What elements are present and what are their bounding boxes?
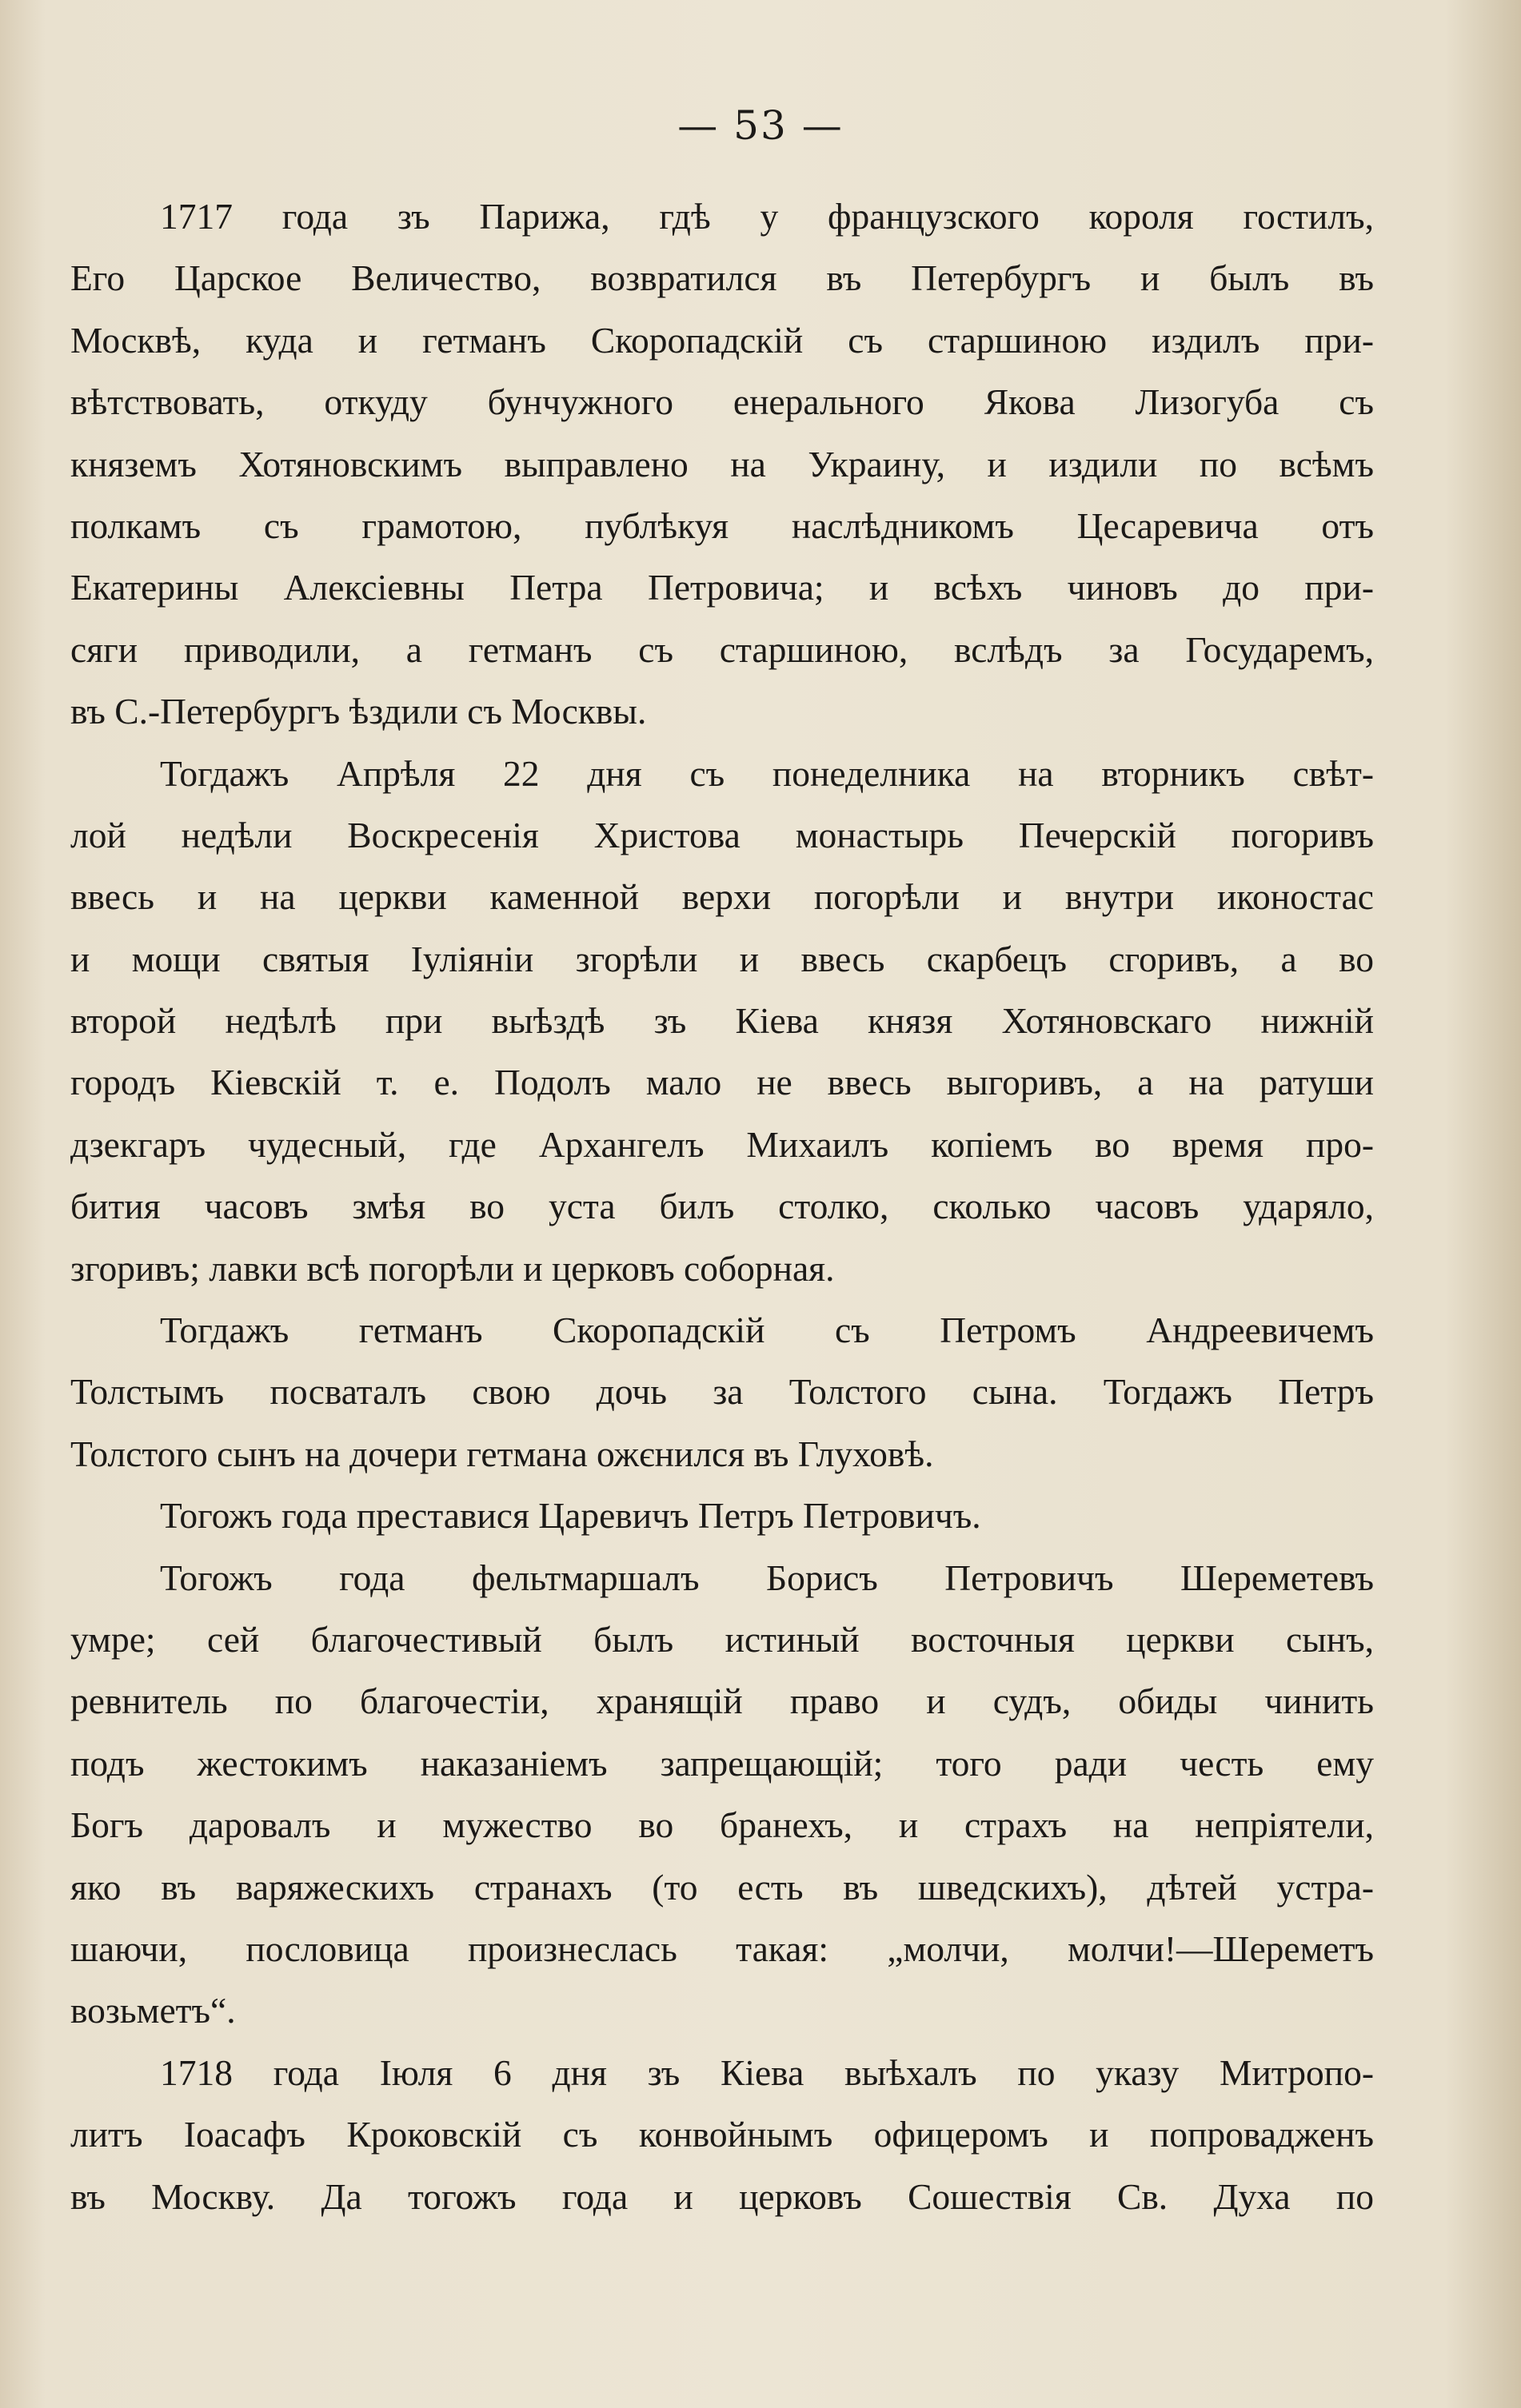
text-line: Москвѣ, куда и гетманъ Скоропадскій съ старшиною издилъ при- bbox=[70, 319, 1374, 361]
text-line: Тогдажъ Апрѣля 22 дня съ понеделника на вторникъ свѣт- bbox=[160, 752, 1374, 794]
text-line: сяги приводили, а гетманъ съ старшиною, вслѣдъ за Государемъ, bbox=[70, 628, 1374, 670]
text-line: 1718 года Іюля 6 дня зъ Кіева выѣхалъ по указу Митропо- bbox=[160, 2051, 1374, 2093]
text-line: яко въ варяжескихъ странахъ (то есть въ шведскихъ), дѣтей устра- bbox=[70, 1866, 1374, 1908]
text-line: бития часовъ змѣя во уста билъ столко, сколько часовъ ударяло, bbox=[70, 1186, 1374, 1227]
text-line: 1717 года зъ Парижа, гдѣ у французского короля гостилъ, bbox=[160, 196, 1374, 237]
paragraph bbox=[70, 743, 1374, 1300]
text-line: второй недѣлѣ при выѣздѣ зъ Кіева князя Хотяновскаго нижній bbox=[70, 1000, 1374, 1042]
text-line: умре; сей благочестивый былъ истиный восточныя церкви сынъ, bbox=[70, 1618, 1374, 1660]
text-line: лой недѣли Воскресенія Христова монастырь Печерскій погоривъ bbox=[70, 814, 1374, 855]
page-body-text bbox=[70, 185, 1374, 2227]
paragraph bbox=[70, 1299, 1374, 1485]
text-line: дзекгаръ чудесный, где Архангелъ Михаилъ копіемъ во время про- bbox=[70, 1123, 1374, 1165]
text-line: и мощи святыя Іуліяніи згорѣли и ввесь скарбецъ сгоривъ, а во bbox=[70, 938, 1374, 979]
paragraph bbox=[70, 185, 1374, 743]
page-number: — 53 — bbox=[677, 102, 844, 149]
text-line: Толстого сынъ на дочери гетмана ожєнился въ Глуховѣ. bbox=[70, 1433, 934, 1474]
paragraph bbox=[70, 1485, 1374, 1546]
text-line: княземъ Хотяновскимъ выправлено на Украину, и издили по всѣмъ bbox=[70, 443, 1374, 484]
text-line: шаючи, пословица произнеслась такая: „молчи, молчи!—Шереметъ bbox=[70, 1928, 1374, 1969]
paragraph bbox=[70, 2042, 1374, 2227]
text-line: ревнитель по благочестіи, хранящій право и судъ, обиды чинить bbox=[70, 1680, 1374, 1722]
text-line: возьметъ“. bbox=[70, 1990, 236, 2031]
text-line: въ Москву. Да тогожъ года и церковъ Сошествія Св. Духа по bbox=[70, 2175, 1374, 2217]
text-line: Екатерины Алексіевны Петра Петровича; и всѣхъ чиновъ до при- bbox=[70, 567, 1374, 608]
text-line: полкамъ съ грамотою, публѣкуя наслѣдникомъ Цесаревича отъ bbox=[70, 504, 1374, 546]
text-line: ввесь и на церкви каменной верхи погорѣли и внутри иконостас bbox=[70, 876, 1374, 918]
text-line: Его Царское Величество, возвратился въ Петербургъ и былъ въ bbox=[70, 257, 1374, 299]
text-line: Тогожъ года фельтмаршалъ Борисъ Петровичъ Шереметевъ bbox=[160, 1557, 1374, 1598]
text-line: згоривъ; лавки всѣ погорѣли и церковъ соборная. bbox=[70, 1247, 835, 1289]
text-line: литъ Іоасафъ Кроковскій съ конвойнымъ офицеромъ и попровадженъ bbox=[70, 2114, 1374, 2155]
paragraph bbox=[70, 1547, 1374, 2042]
text-line: Тогожъ года преставися Царевичъ Петръ Петровичъ. bbox=[160, 1495, 981, 1537]
text-line: подъ жестокимъ наказаніемъ запрещающій; того ради честь ему bbox=[70, 1742, 1374, 1784]
text-line: Богъ даровалъ и мужество во бранехъ, и страхъ на непріятели, bbox=[70, 1804, 1374, 1846]
text-line: въ С.-Петербургъ ѣздили съ Москвы. bbox=[70, 691, 647, 732]
text-line: Тогдажъ гетманъ Скоропадскій съ Петромъ Андреевичемъ bbox=[160, 1310, 1374, 1351]
text-line: Толстымъ посваталъ свою дочь за Толстого сына. Тогдажъ Петръ bbox=[70, 1371, 1374, 1413]
text-line: городъ Кіевскій т. е. Подолъ мало не ввесь выгоривъ, а на ратуши bbox=[70, 1062, 1374, 1103]
text-line: вѣтствовать, откуду бунчужного енерального Якова Лизогуба съ bbox=[70, 381, 1374, 423]
